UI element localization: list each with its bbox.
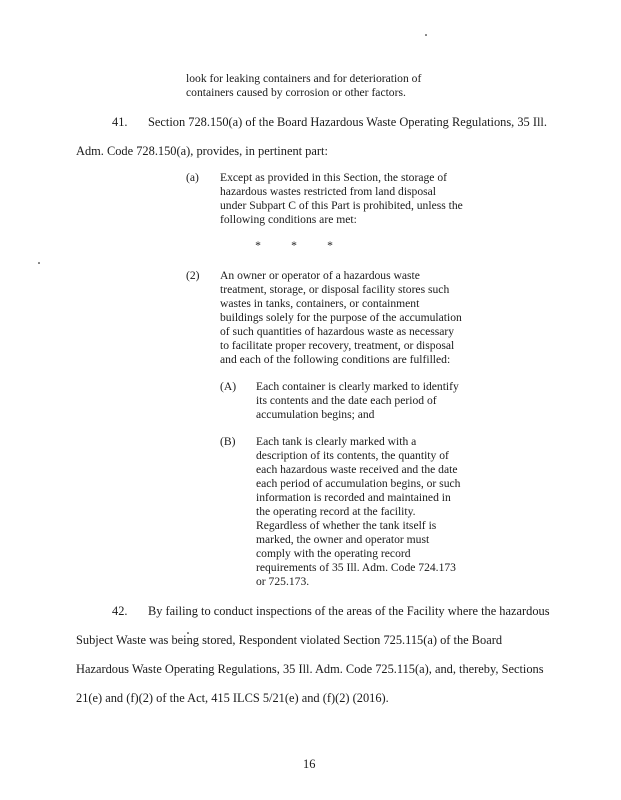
subsection-A-line: its contents and the date each period of xyxy=(256,394,437,407)
paragraph-42-line: By failing to conduct inspections of the areas of the Facility where the hazardous xyxy=(148,604,550,618)
subsection-2-line: wastes in tanks, containers, or containment xyxy=(220,297,420,310)
subsection-2-line: of such quantities of hazardous waste as necessary xyxy=(220,325,455,338)
subsection-B-line: marked, the owner and operator must xyxy=(256,533,430,546)
subsection-B-label: (B) xyxy=(220,435,236,448)
paragraph-42-line: Subject Waste was being stored, Respondent violated Section 725.115(a) of the Board xyxy=(76,633,503,647)
scan-speck xyxy=(38,262,40,264)
subsection-2-line: buildings solely for the purpose of the accumulation xyxy=(220,311,462,324)
subsection-A-line: Each container is clearly marked to identify xyxy=(256,380,459,393)
ellipsis-star: * xyxy=(291,239,297,252)
ellipsis-star: * xyxy=(327,239,333,252)
subsection-A-line: accumulation begins; and xyxy=(256,408,375,421)
quote-line: look for leaking containers and for deterioration of xyxy=(186,72,422,85)
subsection-a-line: hazardous wastes restricted from land disposal xyxy=(220,185,437,198)
subsection-B-line: each hazardous waste received and the date xyxy=(256,463,458,476)
subsection-2-label: (2) xyxy=(186,269,200,282)
paragraph-42-number: 42. xyxy=(112,604,128,618)
subsection-B-line: or 725.173. xyxy=(256,575,310,588)
subsection-2-line: An owner or operator of a hazardous waste xyxy=(220,269,420,282)
subsection-B-line: description of its contents, the quantity of xyxy=(256,449,449,462)
subsection-2-line: treatment, storage, or disposal facility stores such xyxy=(220,283,450,296)
subsection-a-line: Except as provided in this Section, the storage of xyxy=(220,171,447,184)
ellipsis-stars xyxy=(240,240,348,252)
paragraph-41-line: Adm. Code 728.150(a), provides, in pertinent part: xyxy=(76,144,328,158)
subsection-B-line: information is recorded and maintained in xyxy=(256,491,451,504)
subsection-B-line: the operating record at the facility. xyxy=(256,505,416,518)
subsection-B-line: requirements of 35 Ill. Adm. Code 724.173 xyxy=(256,561,456,574)
subsection-B-line: Each tank is clearly marked with a xyxy=(256,435,417,448)
subsection-B-line: Regardless of whether the tank itself is xyxy=(256,519,437,532)
paragraph-42-line: 21(e) and (f)(2) of the Act, 415 ILCS 5/21(e) and (f)(2) (2016). xyxy=(76,691,389,705)
subsection-B-line: comply with the operating record xyxy=(256,547,411,560)
subsection-a-line: under Subpart C of this Part is prohibited, unless the xyxy=(220,199,463,212)
subsection-A-label: (A) xyxy=(220,380,237,393)
subsection-a-line: following conditions are met: xyxy=(220,213,357,226)
subsection-2-line: to facilitate proper recovery, treatment, or disposal xyxy=(220,339,455,352)
quote-line: containers caused by corrosion or other factors. xyxy=(186,86,406,99)
subsection-B-line: each period of accumulation begins, or such xyxy=(256,477,461,490)
scan-speck xyxy=(425,34,427,36)
ellipsis-star: * xyxy=(255,239,261,252)
page-number: 16 xyxy=(303,757,316,771)
subsection-2-line: and each of the following conditions are fulfilled: xyxy=(220,353,451,366)
paragraph-42-line: Hazardous Waste Operating Regulations, 35 Ill. Adm. Code 725.115(a), and, thereby, Sections xyxy=(76,662,544,676)
paragraph-41-number: 41. xyxy=(112,115,128,129)
paragraph-41-line: Section 728.150(a) of the Board Hazardous Waste Operating Regulations, 35 Ill. xyxy=(148,115,547,129)
subsection-a-label: (a) xyxy=(186,171,199,184)
